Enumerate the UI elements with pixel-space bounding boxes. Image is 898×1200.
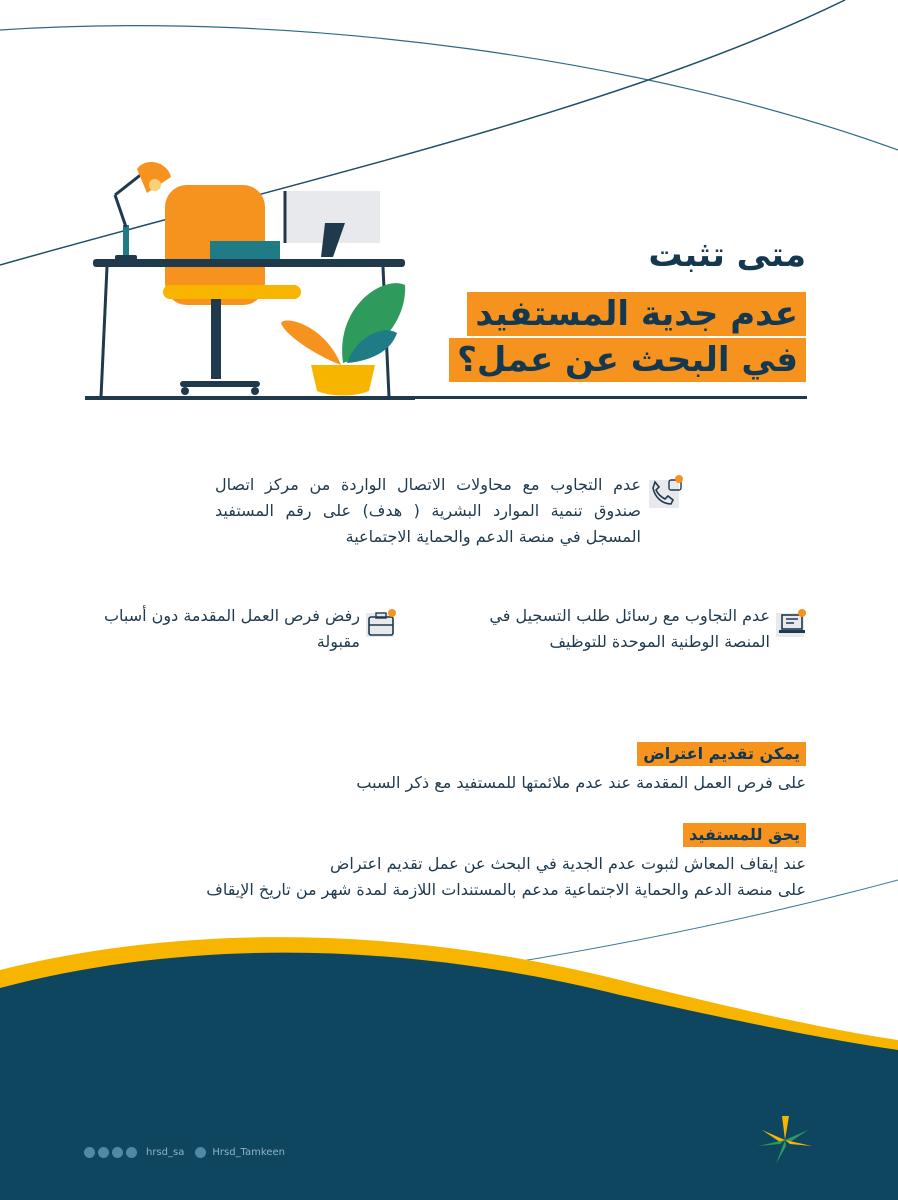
headline <box>446 232 806 382</box>
condition-phone <box>215 472 685 550</box>
snapchat-icon[interactable] <box>98 1147 109 1158</box>
headline-line2: عدم جدية المستفيد <box>467 292 806 336</box>
briefcase-decline-icon <box>364 605 398 639</box>
footer-handle-main[interactable]: hrsd_sa <box>146 1146 185 1158</box>
phone-call-icon <box>645 474 685 510</box>
footer-handle-secondary[interactable]: Hrsd_Tamkeen <box>212 1146 285 1158</box>
condition-laptop <box>478 603 808 655</box>
beneficiary-right-section <box>106 823 806 903</box>
desk-illustration <box>85 155 415 405</box>
condition-briefcase-text: رفض فرص العمل المقدمة دون أسباب مقبولة <box>103 606 360 651</box>
ministry-logo <box>752 1112 818 1168</box>
objection-title: يمكن تقديم اعتراض <box>637 742 806 766</box>
condition-briefcase <box>88 603 398 655</box>
floor-line <box>85 396 807 399</box>
headline-line3: في البحث عن عمل؟ <box>449 338 806 382</box>
facebook-icon[interactable] <box>112 1147 123 1158</box>
footer-social <box>84 1144 285 1160</box>
instagram-icon[interactable] <box>126 1147 137 1158</box>
beneficiary-right-text-line2: على منصة الدعم والحماية الاجتماعية مدعم بالمستندات اللازمة لمدة شهر من تاريخ الإيقاف <box>206 880 806 899</box>
objection-text: على فرص العمل المقدمة عند عدم ملائمتها للمستفيد مع ذكر السبب <box>356 773 806 792</box>
headline-line1: متى تثبت <box>648 235 806 275</box>
laptop-message-icon <box>774 605 808 639</box>
objection-section <box>246 742 806 796</box>
twitter-icon-secondary <box>195 1147 206 1158</box>
condition-laptop-text: عدم التجاوب مع رسائل طلب التسجيل في المنصة الوطنية الموحدة للتوظيف <box>489 606 770 651</box>
beneficiary-right-text-line1: عند إيقاف المعاش لثبوت عدم الجدية في البحث عن عمل تقديم اعتراض <box>330 854 806 873</box>
beneficiary-right-title: يحق للمستفيد <box>683 823 806 847</box>
twitter-icon[interactable] <box>84 1147 95 1158</box>
condition-phone-text: عدم التجاوب مع محاولات الاتصال الواردة من مركز اتصال صندوق تنمية الموارد البشرية ( هدف) على رقم المستفيد المسجل في منصة الدعم والحماية الاجتماعية <box>215 475 641 546</box>
